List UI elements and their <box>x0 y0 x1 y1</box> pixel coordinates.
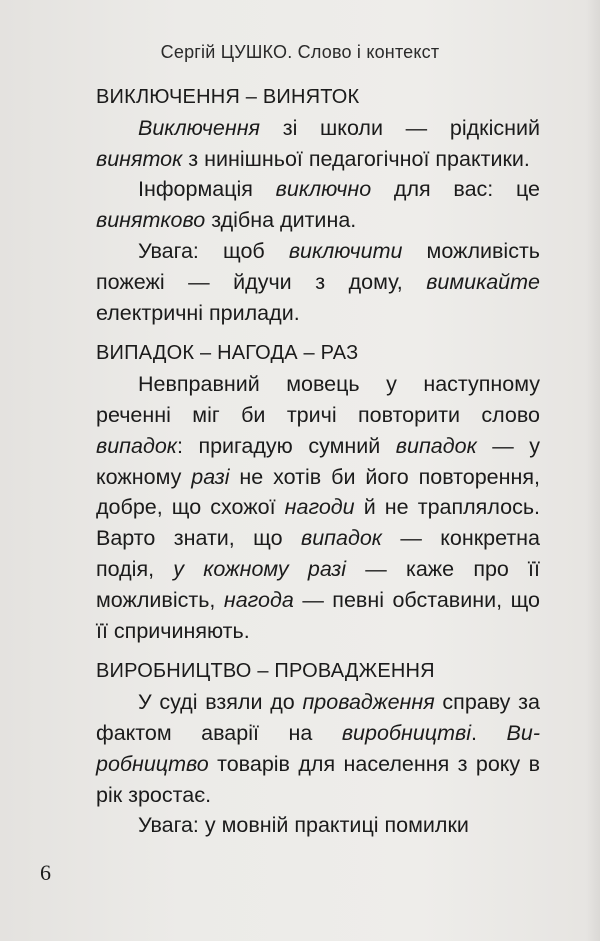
paragraph <box>96 113 540 175</box>
text-run: Увага: у мовній практиці помилки <box>138 813 469 838</box>
italic-term: Виключення <box>138 115 261 140</box>
text-run: У суді взяли до <box>138 690 303 715</box>
italic-term: Виробництво <box>96 720 540 776</box>
text-run: Невправний мовець у наступному реченні міг би тричі повторити слово <box>96 372 540 427</box>
italic-term: виключити <box>288 238 403 263</box>
italic-term: нагоди <box>284 495 355 520</box>
text-run: можливість пожежі — йдучи з дому, <box>96 238 540 294</box>
text-run: з нинішньої педагогічної практики. <box>182 146 530 171</box>
text-run: — у кожному <box>96 433 540 489</box>
page-body <box>96 82 540 841</box>
paragraph <box>96 687 540 810</box>
italic-term: у кожному разі <box>173 556 347 581</box>
italic-term: разі <box>191 464 230 489</box>
text-run: й не траплялось. Варто знати, що <box>96 495 540 551</box>
italic-term: вимикайте <box>426 269 540 294</box>
text-run: : пригадую сумний <box>176 433 396 458</box>
italic-term: виняток <box>96 146 183 171</box>
italic-term: випадок <box>96 433 177 458</box>
paragraph <box>96 810 540 841</box>
text-run: зі школи — рідкісний <box>260 115 540 140</box>
page-edge-shadow <box>586 0 600 941</box>
entry-heading: ВИРОБНИЦТВО – ПРОВАДЖЕННЯ <box>96 660 435 683</box>
italic-term: виключно <box>275 177 372 202</box>
text-run: Інформація <box>138 177 276 202</box>
text-run: Увага: щоб <box>138 238 289 263</box>
paragraph <box>96 369 540 646</box>
italic-term: провадження <box>302 690 435 715</box>
running-head: Сергій ЦУШКО. Слово і контекст <box>160 42 440 62</box>
page-number: 6 <box>40 860 51 885</box>
paragraph <box>96 174 540 236</box>
italic-term: винятково <box>96 208 206 233</box>
text-run: здібна дитина. <box>205 208 357 233</box>
text-run: — каже про її можливість, <box>96 556 541 612</box>
text-run: — певні обставини, що її спричиняють. <box>96 587 540 643</box>
paragraph <box>96 236 540 328</box>
text-run: для вас: це <box>371 177 540 202</box>
entry-heading: ВИПАДОК – НАГОДА – РАЗ <box>96 342 359 365</box>
italic-term: випадок <box>300 526 382 551</box>
italic-term: нагода <box>223 587 294 612</box>
italic-term: випадок <box>395 433 477 458</box>
entry-heading: ВИКЛЮЧЕННЯ – ВИНЯТОК <box>96 86 360 108</box>
text-run: справу за фактом аварії на <box>96 690 540 745</box>
text-run: не хотів би його повторення, добре, що схожої <box>96 464 540 520</box>
text-run: товарів для населення з року в рік зростає. <box>96 751 540 807</box>
text-run: . <box>471 720 507 745</box>
italic-term: виробництві <box>341 720 472 745</box>
text-run: — конкретна подія, <box>96 526 541 581</box>
text-run: електричні прилади. <box>96 300 300 325</box>
